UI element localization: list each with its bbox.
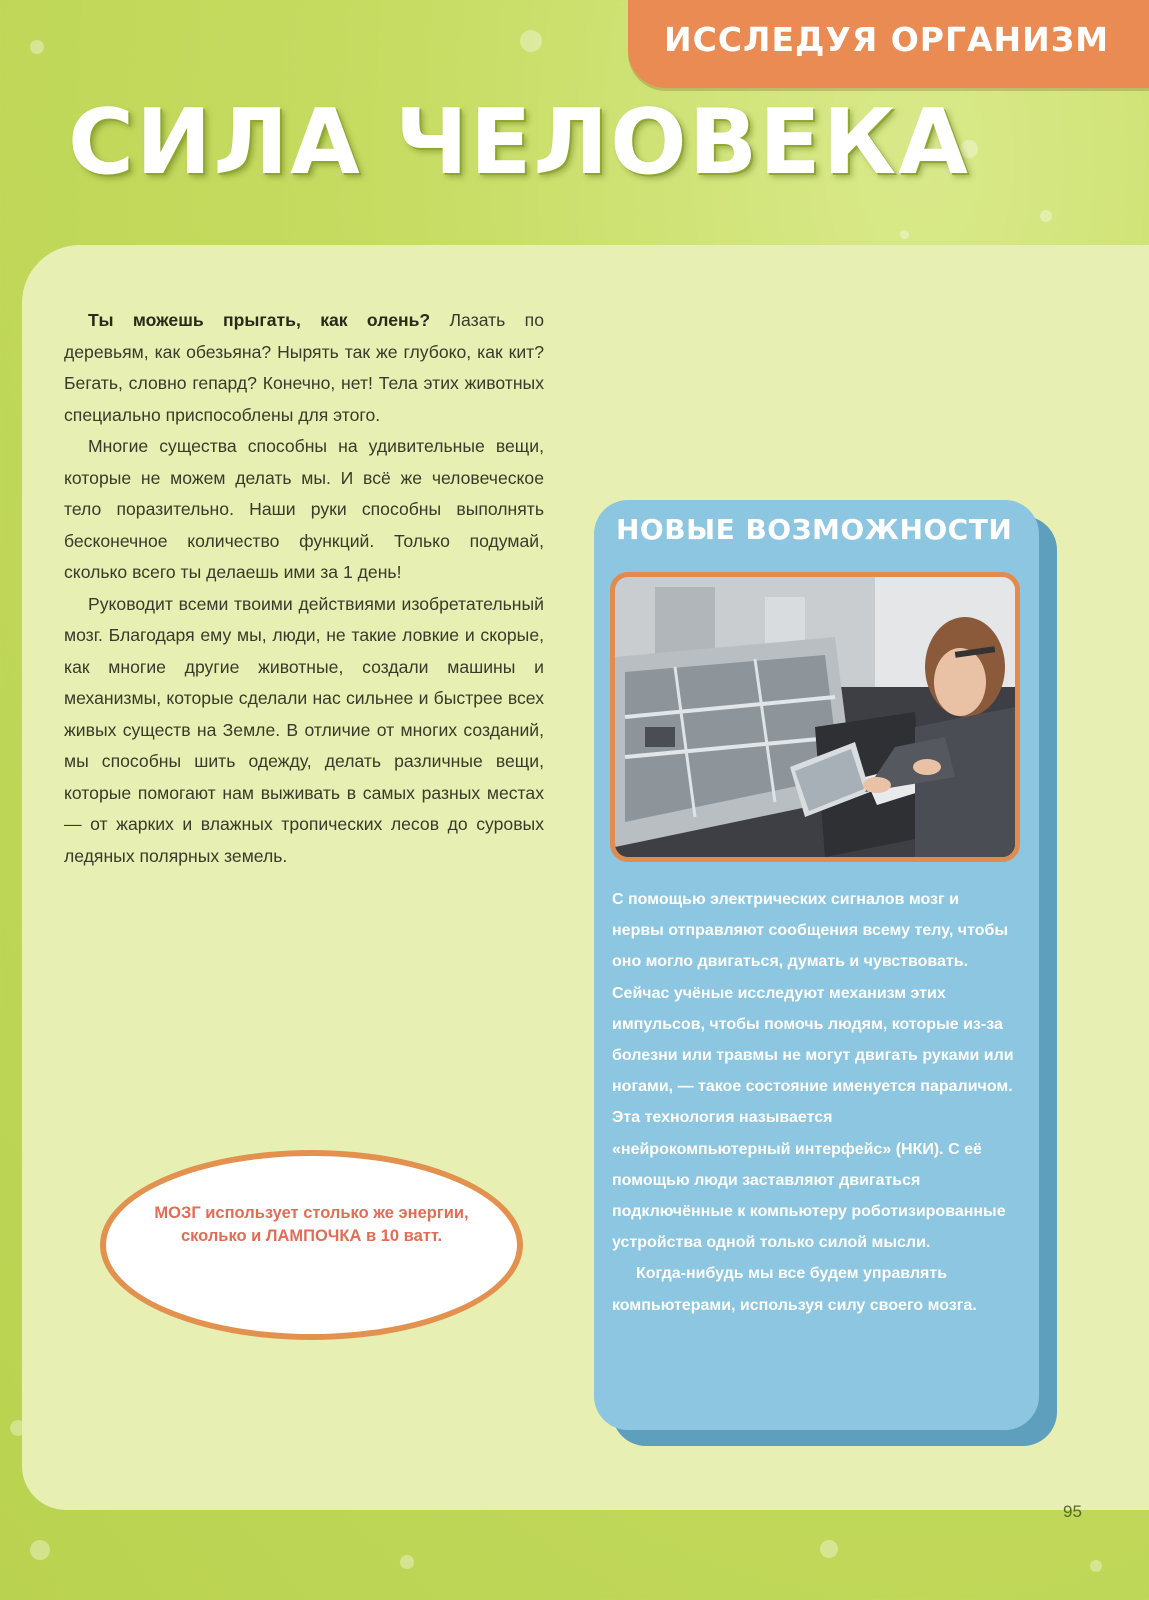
page-title: СИЛА ЧЕЛОВЕКА: [68, 90, 970, 195]
info-card-title: НОВЫЕ ВОЗМОЖНОСТИ: [616, 513, 1013, 546]
info-card-paragraph-1: С помощью электрических сигналов мозг и нервы отправляют сообщения всему телу, чтобы оно могло двигаться, думать и чувствовать. Сейчас учёные исследуют механизм этих импульсов, чтобы помочь людям, которые из-за болезни или травмы не могут двигать руками или ногами, — такое состояние именуется параличом. Эта технология называется «нейрокомпьютерный интерфейс» (НКИ). С её помощью люди заставляют двигаться подключённые к компьютеру роботизированные устройства одной только силой мысли.: [612, 891, 1014, 1252]
paragraph-2: Многие существа способны на удивительные вещи, которые не можем делать мы. И всё же человеческое тело поразительно. Наши руки способны выполнять бесконечное количество функций. Только подумай, сколько всего ты делаешь ими за 1 день!: [64, 436, 544, 582]
section-label: ИССЛЕДУЯ ОРГАНИЗМ: [664, 20, 1110, 59]
main-text: [64, 305, 544, 872]
info-card-text: [612, 884, 1014, 1321]
section-tab: [628, 0, 1149, 88]
info-card: [594, 500, 1039, 1430]
fact-oval: [100, 1150, 523, 1340]
paragraph-1-text: Лазать по деревьям, как обезьяна? Нырять так же глубоко, как кит? Бегать, словно гепард? Конечно, нет! Тела этих животных специально приспособлены для этого.: [64, 310, 544, 425]
page-number: 95: [1063, 1502, 1082, 1521]
fact-text: МОЗГ использует столько же энергии, сколько и ЛАМПОЧКА в 10 ватт.: [154, 1204, 469, 1245]
bci-photo: [610, 572, 1020, 862]
paragraph-3: Руководит всеми твоими действиями изобретательный мозг. Благодаря ему мы, люди, не такие ловкие и скорые, как многие другие животные, создали машины и механизмы, которые сделали нас сильнее и быстрее всех живых существ на Земле. В отличие от многих созданий, мы способны шить одежду, делать различные вещи, которые помогают нам выживать в самых разных местах — от жарких и влажных тропических лесов до суровых ледяных полярных земель.: [64, 593, 544, 866]
info-card-paragraph-2: Когда-нибудь мы все будем управлять компьютерами, используя силу своего мозга.: [612, 1265, 977, 1314]
paragraph-1-lead: Ты можешь прыгать, как олень?: [88, 310, 431, 330]
bci-photo-illustration: [615, 577, 1015, 857]
paragraph-1: [64, 305, 544, 431]
